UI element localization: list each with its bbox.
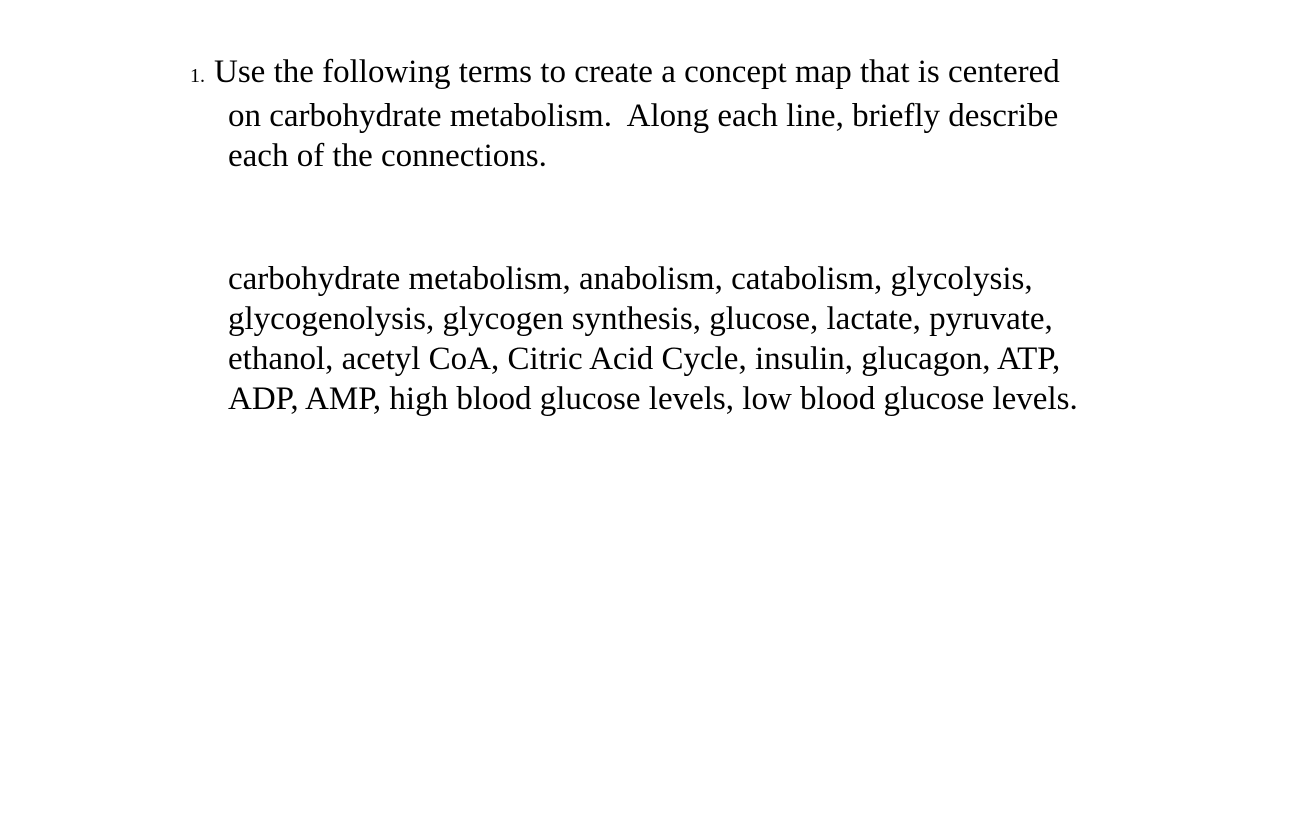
question-text-line-1: Use the following terms to create a concept map that is centered	[214, 54, 1060, 90]
terms-list	[228, 259, 1228, 419]
terms-line-2: glycogenolysis, glycogen synthesis, glucose, lactate, pyruvate,	[228, 301, 1053, 337]
terms-line-1: carbohydrate metabolism, anabolism, catabolism, glycolysis,	[228, 261, 1033, 297]
terms-line-3: ethanol, acetyl CoA, Citric Acid Cycle, insulin, glucagon, ATP,	[228, 341, 1061, 377]
question-number: 1.	[190, 65, 205, 87]
question-line-1	[190, 52, 1150, 96]
question-block	[190, 52, 1150, 176]
question-text-line-3: each of the connections.	[228, 138, 547, 174]
question-text-line-2: on carbohydrate metabolism. Along each line, briefly describe	[228, 98, 1059, 134]
terms-line-4: ADP, AMP, high blood glucose levels, low blood glucose levels.	[228, 381, 1078, 417]
